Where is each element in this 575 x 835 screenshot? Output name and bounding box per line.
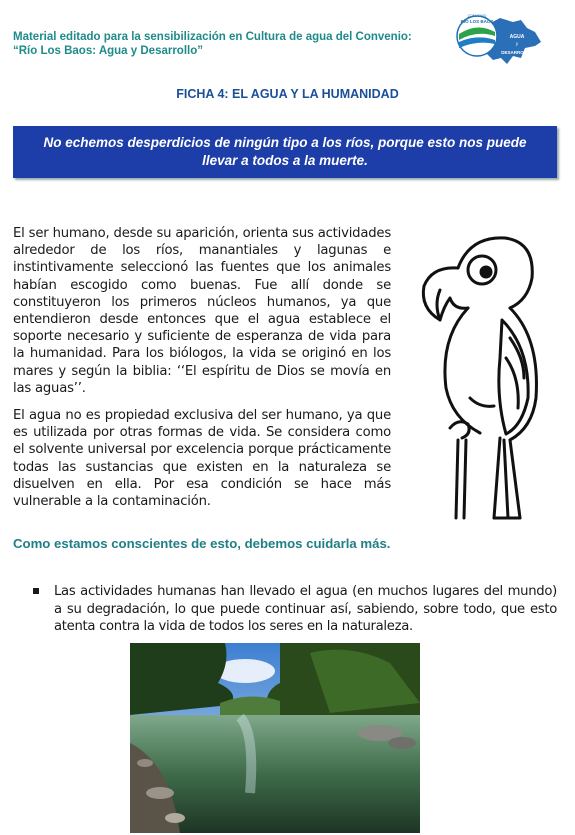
logo-word-2: y [515,41,519,46]
bullet-square-icon [33,588,39,594]
bullet-item [33,583,557,636]
emphasis-statement: Como estamos conscientes de esto, debemos cuidarla más. [13,536,391,551]
warning-banner: No echemos desperdicios de ningún tipo a los ríos, porque esto nos puede llevar a todos a la muerte. [13,126,557,178]
bullet-text: Las actividades humanas han llevado el agua (en muchos lugares del mundo) a su degradación, lo que puede continuar así, sabiendo, sobre todo, que esto atenta contra la vida de todos los seres en la naturaleza. [54,584,557,634]
parrot-illustration [410,228,560,528]
page-title: FICHA 4: EL AGUA Y LA HUMANIDAD [176,87,399,101]
river-photo [130,643,420,833]
header-line-1: Material editado para la sensibilización en Cultura de agua del Convenio: [13,31,412,43]
logo-top-text: CONVENIO [467,14,487,18]
header-line-2: “Río Los Baos: Agua y Desarrollo” [13,45,203,57]
header-text [13,30,443,58]
paragraph-2: El agua no es propiedad exclusiva del ser humano, ya que es utilizada por otras formas de vida. Se considera como el solvente universal por excelencia porque prácticamente todas las sustancias que existen en la naturaleza se disuelven en ella. Por esa condición se hace más vulnerable a la contaminación. [13,408,391,510]
logo-word-3: DESARROLLO [501,50,533,55]
logo-word-1: AGUA [509,34,525,40]
paragraph-1: El ser humano, desde su aparición, orienta sus actividades alrededor de los ríos, manantiales y lagunas e instintivamente seleccionó las fuentes que los animales habían escogido como buenas. Fue allí donde se constituyeron los primeros núcleos humanos, ya que entendieron desde entonces que el agua establece el soporte necesario y suficiente de esperanza de vida para la humanidad. Para los biólogos, la vida se originó en los mares y según la biblia: ‘‘El espíritu de Dios se movía en las aguas’’. [13,226,391,396]
convenio-logo [455,8,543,70]
logo-name: RÍO LOS BAOS [460,19,494,24]
